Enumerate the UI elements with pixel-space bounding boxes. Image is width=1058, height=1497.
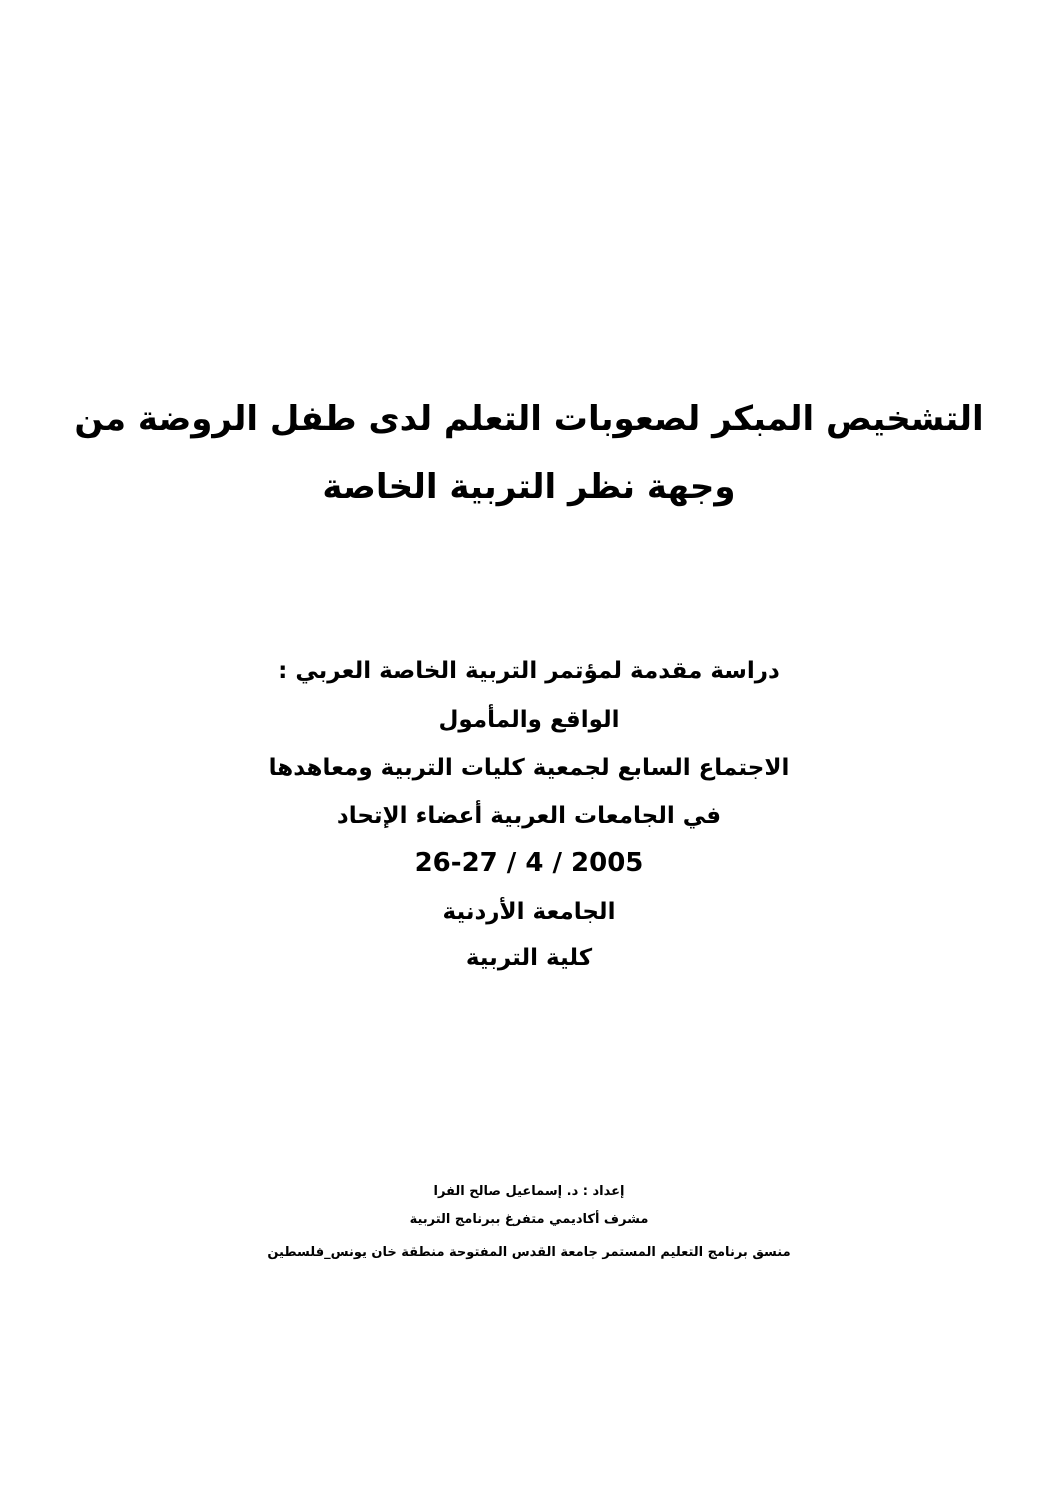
conference-date: 26-27 / 4 / 2005 [414,848,644,878]
prepared-by: إعداد : د. إسماعيل صالح الفرا [433,1184,625,1199]
title-line-2: وجهة نظر التربية الخاصة [322,467,736,507]
conference-line-3: الاجتماع السابع لجمعية كليات التربية ومعاهدها [268,755,790,781]
title-line-1: التشخيص المبكر لصعوبات التعلم لدى طفل الروضة من [74,399,984,439]
author-coordinator: منسق برنامج التعليم المستمر جامعة القدس المفتوحة منطقة خان يونس_فلسطين [267,1245,791,1260]
conference-line-1: دراسة مقدمة لمؤتمر التربية الخاصة العربي : [278,658,780,684]
author-role: مشرف أكاديمي متفرغ ببرنامج التربية [409,1212,649,1227]
conference-line-4: في الجامعات العربية أعضاء الإتحاد [336,803,722,829]
faculty-name: كلية التربية [465,945,593,971]
conference-line-2: الواقع والمأمول [438,707,620,733]
university-name: الجامعة الأردنية [442,899,616,925]
